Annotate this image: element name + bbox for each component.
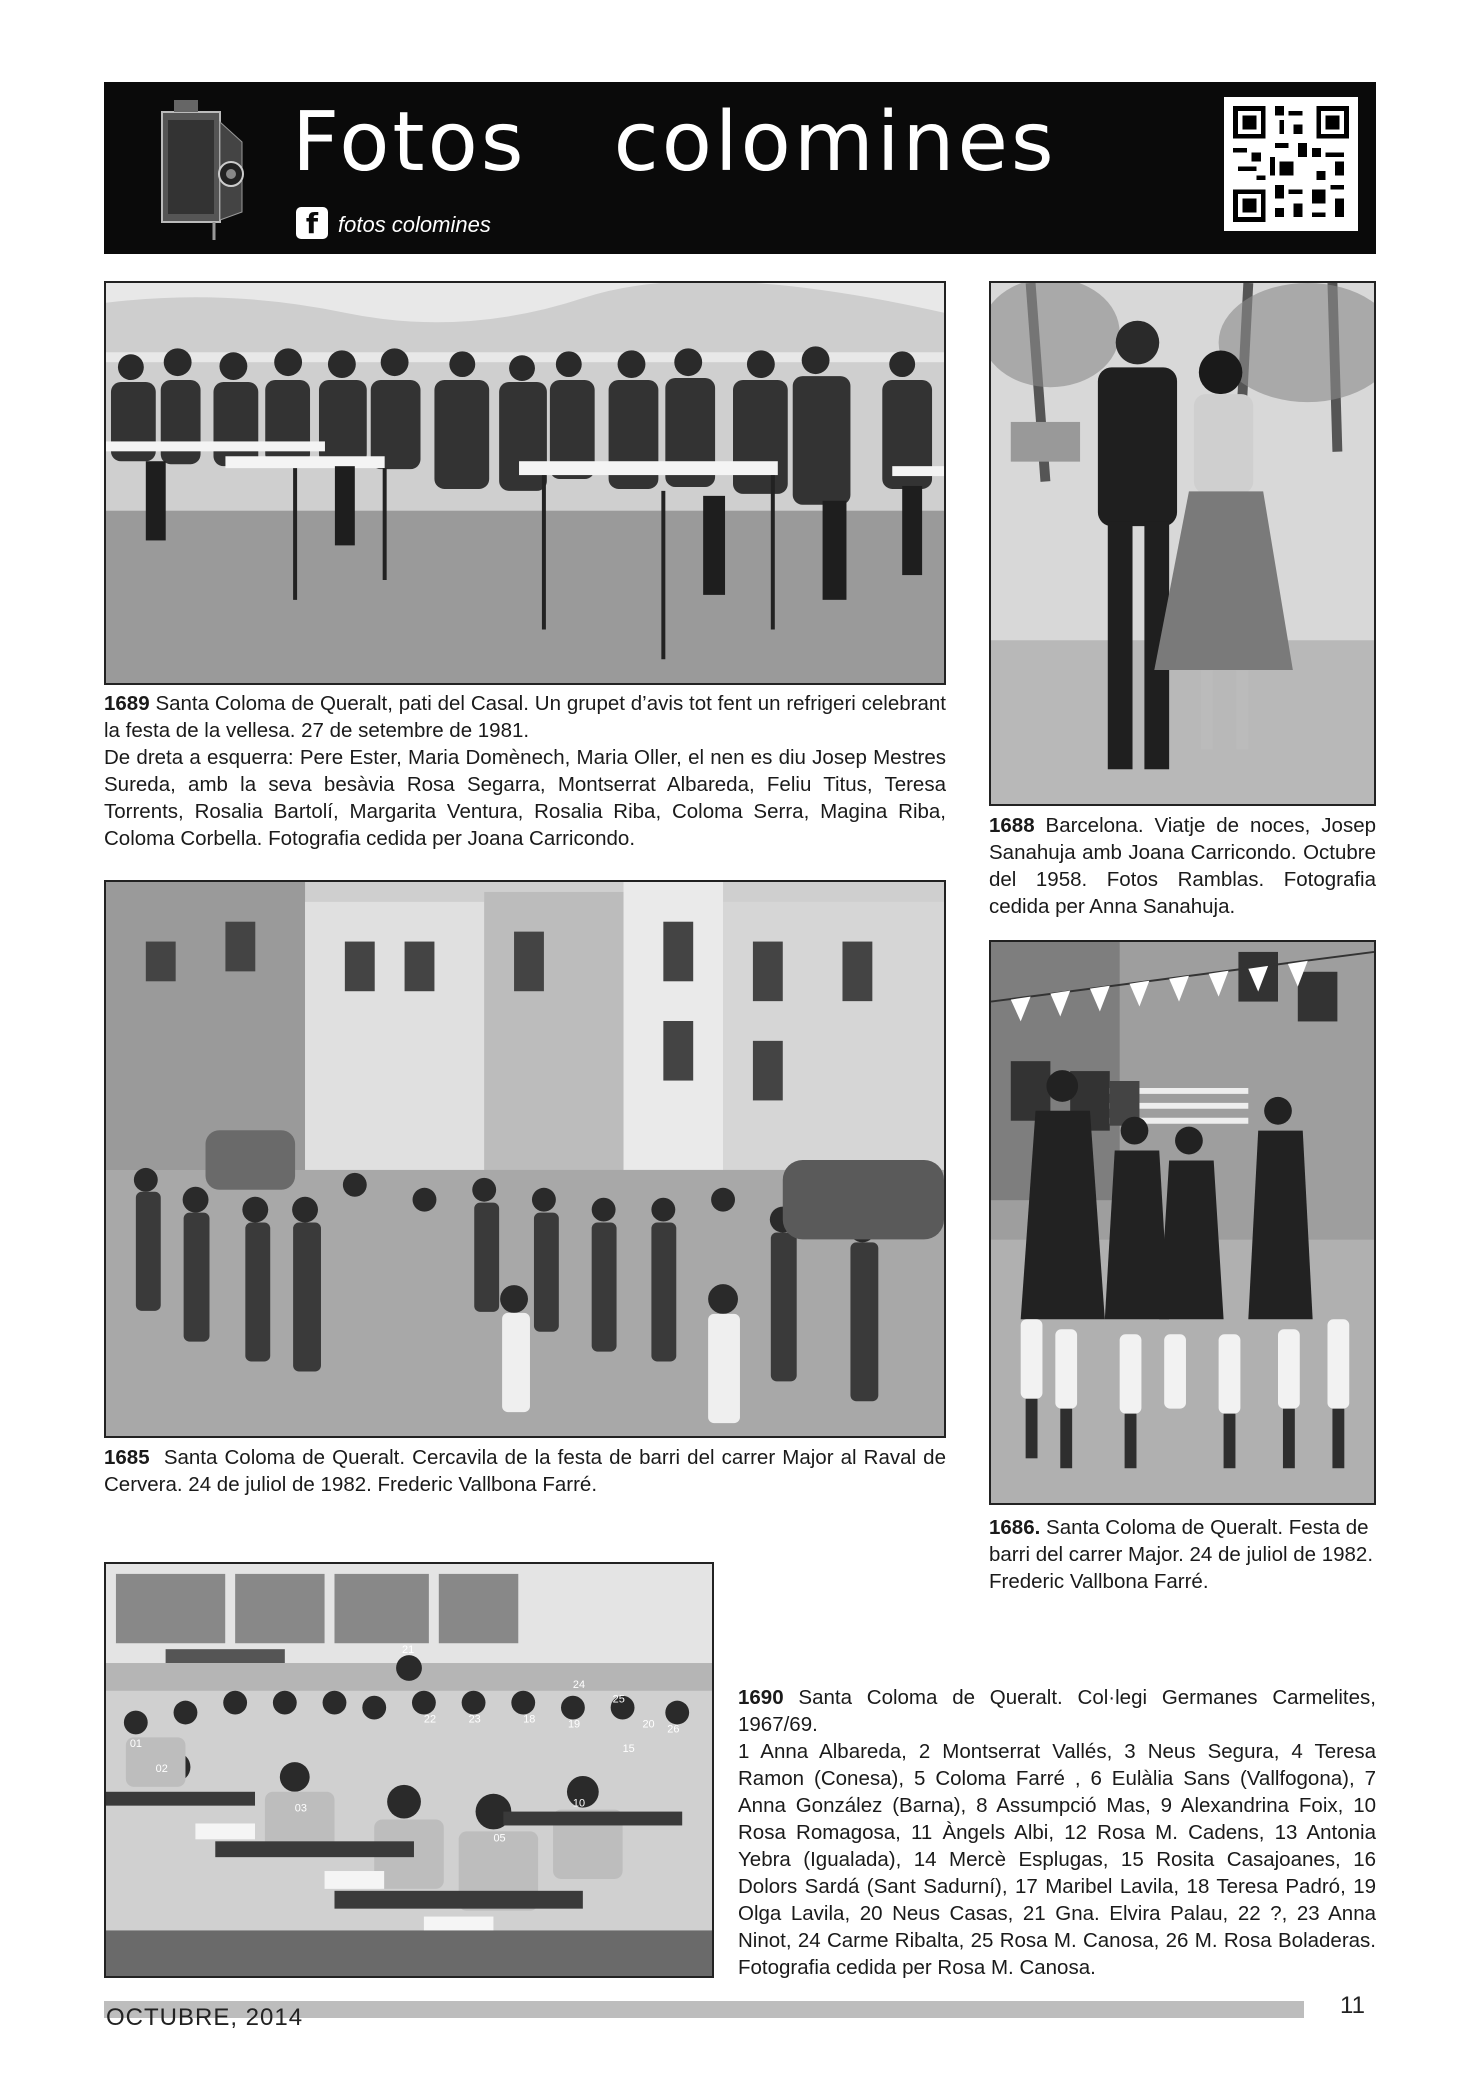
classroom-label: 10	[572, 1797, 586, 1810]
caption-1686	[989, 1514, 1376, 1595]
page-number: 11	[1340, 1992, 1365, 2019]
header-banner	[104, 82, 1376, 254]
caption-1690	[738, 1684, 1376, 1981]
caption-text: Santa Coloma de Queralt. Cercavila de la festa de barri del carrer Major al Raval de Cervera. 24 de juliol de 1982. Frederic Vallbona Farré.	[104, 1446, 946, 1496]
page-title: Fotos colomines	[292, 95, 1057, 190]
photo-1685	[104, 880, 946, 1438]
photo-number: 1690	[738, 1686, 784, 1709]
classroom-label: 01	[129, 1738, 143, 1751]
photo-number: 1686.	[989, 1516, 1041, 1539]
photo-number: 1688	[989, 814, 1035, 837]
photo-number: 1689	[104, 692, 150, 715]
classroom-label: 26	[667, 1723, 680, 1736]
photo-number: 1685	[104, 1446, 150, 1469]
qr-code-icon	[1224, 97, 1358, 231]
photo-1690	[104, 1562, 714, 1978]
classroom-label: 20	[642, 1718, 655, 1731]
classroom-label: 15	[622, 1743, 635, 1756]
caption-1688	[989, 812, 1376, 920]
classroom-label: 02	[155, 1762, 168, 1775]
caption-text: Santa Coloma de Queralt. Col·legi Germanes Carmelites, 1967/69.	[738, 1686, 1376, 1736]
classroom-label: 19	[567, 1718, 581, 1731]
caption-text: Barcelona. Viatje de noces, Josep Sanahuja amb Joana Carricondo. Octubre del 1958. Fotos Ramblas. Fotografia cedida per Anna Sanahuja.	[989, 814, 1376, 918]
classroom-label: 22	[423, 1713, 437, 1726]
caption-text: Santa Coloma de Queralt. Festa de barri del carrer Major. 24 de juliol de 1982. Frederic Vallbona Farré.	[989, 1516, 1374, 1593]
caption-names: De dreta a esquerra: Pere Ester, Maria Domènech, Maria Oller, el nen es diu Josep Mestres Sureda, amb la seva besàvia Rosa Segarra, Montserrat Albareda, Feliu Titus, Teresa Torrents, Rosalia Bartolí, Margarita Ventura, Rosalia Riba, Coloma Serra, Magina Riba, Coloma Corbella. Fotografia cedida per Joana Carricondo.	[104, 746, 946, 850]
facebook-label[interactable]: fotos colomines	[338, 212, 491, 237]
classroom-label: 24	[572, 1678, 586, 1691]
classroom-label: 21	[402, 1644, 415, 1657]
caption-1685	[104, 1444, 946, 1498]
classroom-label: 18	[523, 1713, 536, 1726]
footer-date: OCTUBRE, 2014	[106, 2004, 304, 2031]
classroom-label: 23	[468, 1713, 481, 1726]
camera-icon	[154, 92, 244, 242]
caption-names: 1 Anna Albareda, 2 Montserrat Vallés, 3 Neus Segura, 4 Teresa Ramon (Conesa), 5 Coloma Farré , 6 Eulàlia Sans (Vallfogona), 7 Anna González (Barna), 8 Assumpció Mas, 9 Alexandrina Foix, 10 Rosa Romagosa, 11 Àngels Albi, 12 Rosa M. Cadens, 13 Antonia Yebra (Igualada), 14 Mercè Esplugas, 15 Rosita Casajoanes, 16 Dolors Sardá (Sant Sadurní), 17 Maribel Lavila, 18 Teresa Padró, 19 Olga Lavila, 20 Neus Casas, 21 Gna. Elvira Palau, 22 ?, 23 Anna Ninot, 24 Carme Ribalta, 25 Rosa M. Canosa, 26 M. Rosa Boladeras. Fotografia cedida per Rosa M. Canosa.	[738, 1740, 1376, 1979]
classroom-label: 25	[612, 1693, 625, 1706]
classroom-label: 03	[294, 1802, 307, 1815]
photo-1689	[104, 281, 946, 685]
photo-1688	[989, 281, 1376, 806]
classroom-label: 05	[493, 1832, 506, 1845]
caption-text: Santa Coloma de Queralt, pati del Casal. Un grupet d’avis tot fent un refrigeri celebrant la festa de la vellesa. 27 de setembre de 1981.	[104, 692, 946, 742]
facebook-icon[interactable]: f	[296, 207, 328, 239]
photo-1686	[989, 940, 1376, 1505]
caption-1689	[104, 690, 946, 852]
